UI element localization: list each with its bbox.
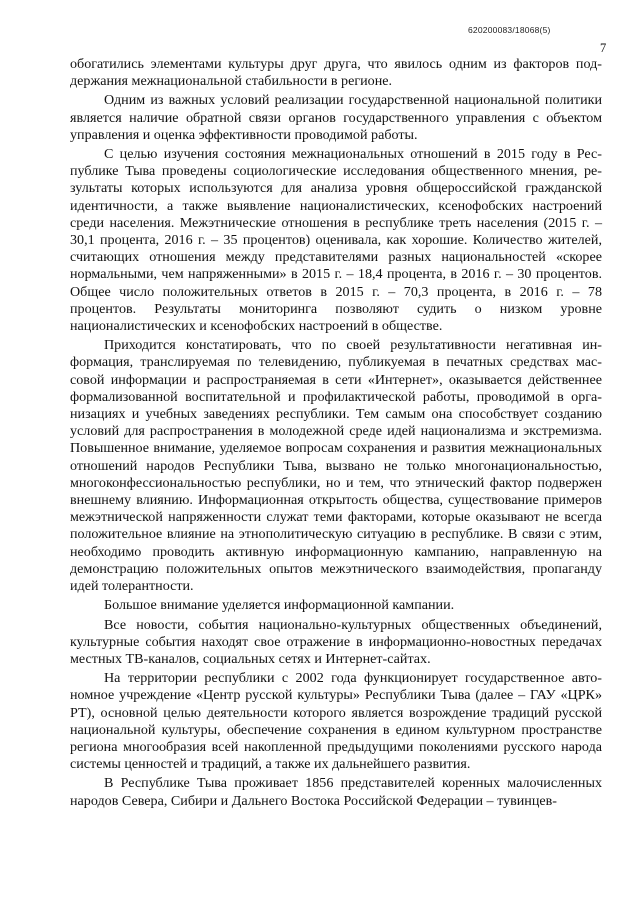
paragraph-negative-information: Приходится констатировать, что по своей результативности негативная информация, транслируемая по телевидению, публикуемая в печатных средствах массовой информации и распространяемая в сети «Интернет», оказывается действеннее формализованной воспитательной и профилактической работы, проводимой в организациях и учебных заведениях республики. Тем самым она способствует созданию условий для распространения в молодежной среде идей национализма и экстремизма. Повышенное внимание, уделяемое вопросам сохранения и развития межнациональных отношений народов Республики Тыва, вызвано не только многонациональностью, многоконфессиональностью республики, но и тем, что этнический фактор подвержен внешнему влиянию. Информационная открытость общества, существование примеров межэтнической напряженности служат теми факторами, которые оказывают не всегда положительное влияние на этнополитическую ситуацию в республике. В связи с этим, необходимо проводить активную информационную кампанию, направленную на демонстрацию положительных опытов межэтнического взаимодействия, пропаганду идей толерантности. (70, 337, 602, 595)
paragraph-news-coverage: Все новости, события национально-культурных общественных объединений, культурные события находят свое отражение в информационно-новостных передачах местных ТВ-каналов, социальных сетях и Интернет-сайтах. (70, 616, 602, 667)
document-body (70, 56, 602, 810)
paragraph-russian-culture-center: На территории республики с 2002 года функционирует государственное автономное учреждение «Центр русской культуры» Республики Тыва (далее – ГАУ «ЦРК» РТ), основной целью деятельности которого является возрождение традиций русской национальной культуры, обеспечение сохранения в едином культурном пространстве региона многообразия всей накопленной предыдущими поколениями русского народа системы ценностей и традиций, а также их дальнейшего развития. (70, 670, 602, 773)
paragraph-information-campaign: Большое внимание уделяется информационной кампании. (104, 597, 455, 614)
document-id: 620200083/18068(5) (468, 25, 551, 35)
paragraph-continuation: обогатились элементами культуры друг друга, что явилось одним из факторов поддержания межнациональной стабильности в регионе. (70, 56, 602, 90)
page-number: 7 (600, 41, 607, 55)
paragraph-feedback: Одним из важных условий реализации государственной национальной политики является наличие обратной связи органов государственного управления с объектом управления и оценка эффективности проводимой работы. (70, 92, 602, 143)
paragraph-sociological-research: С целью изучения состояния межнациональных отношений в 2015 году в Республике Тыва проведены социологические исследования общественного мнения, результаты которых используются для анализа уровня общероссийской гражданской идентичности, а также выявление националистических, ксенофобских настроений среди населения. Межэтнические отношения в республике треть населения (2015 г. – 30,1 процента, 2016 г. – 35 процентов) оценивала, как хорошие. Количество жителей, считающих отношения между представителями разных национальностей «скорее нормальными, чем напряженными» в 2015 г. – 18,4 процента, в 2016 г. – 30 процентов. Общее число положительных ответов в 2015 г. – 70,3 процента, в 2016 г. – 78 процентов. Результаты мониторинга позволяют судить о низком уровне националистических и ксенофобских настроений в обществе. (70, 146, 602, 335)
paragraph-indigenous-peoples: В Республике Тыва проживает 1856 представителей коренных малочисленных народов Севера, Сибири и Дальнего Востока Российской Федерации – тувинцев- (70, 775, 602, 809)
